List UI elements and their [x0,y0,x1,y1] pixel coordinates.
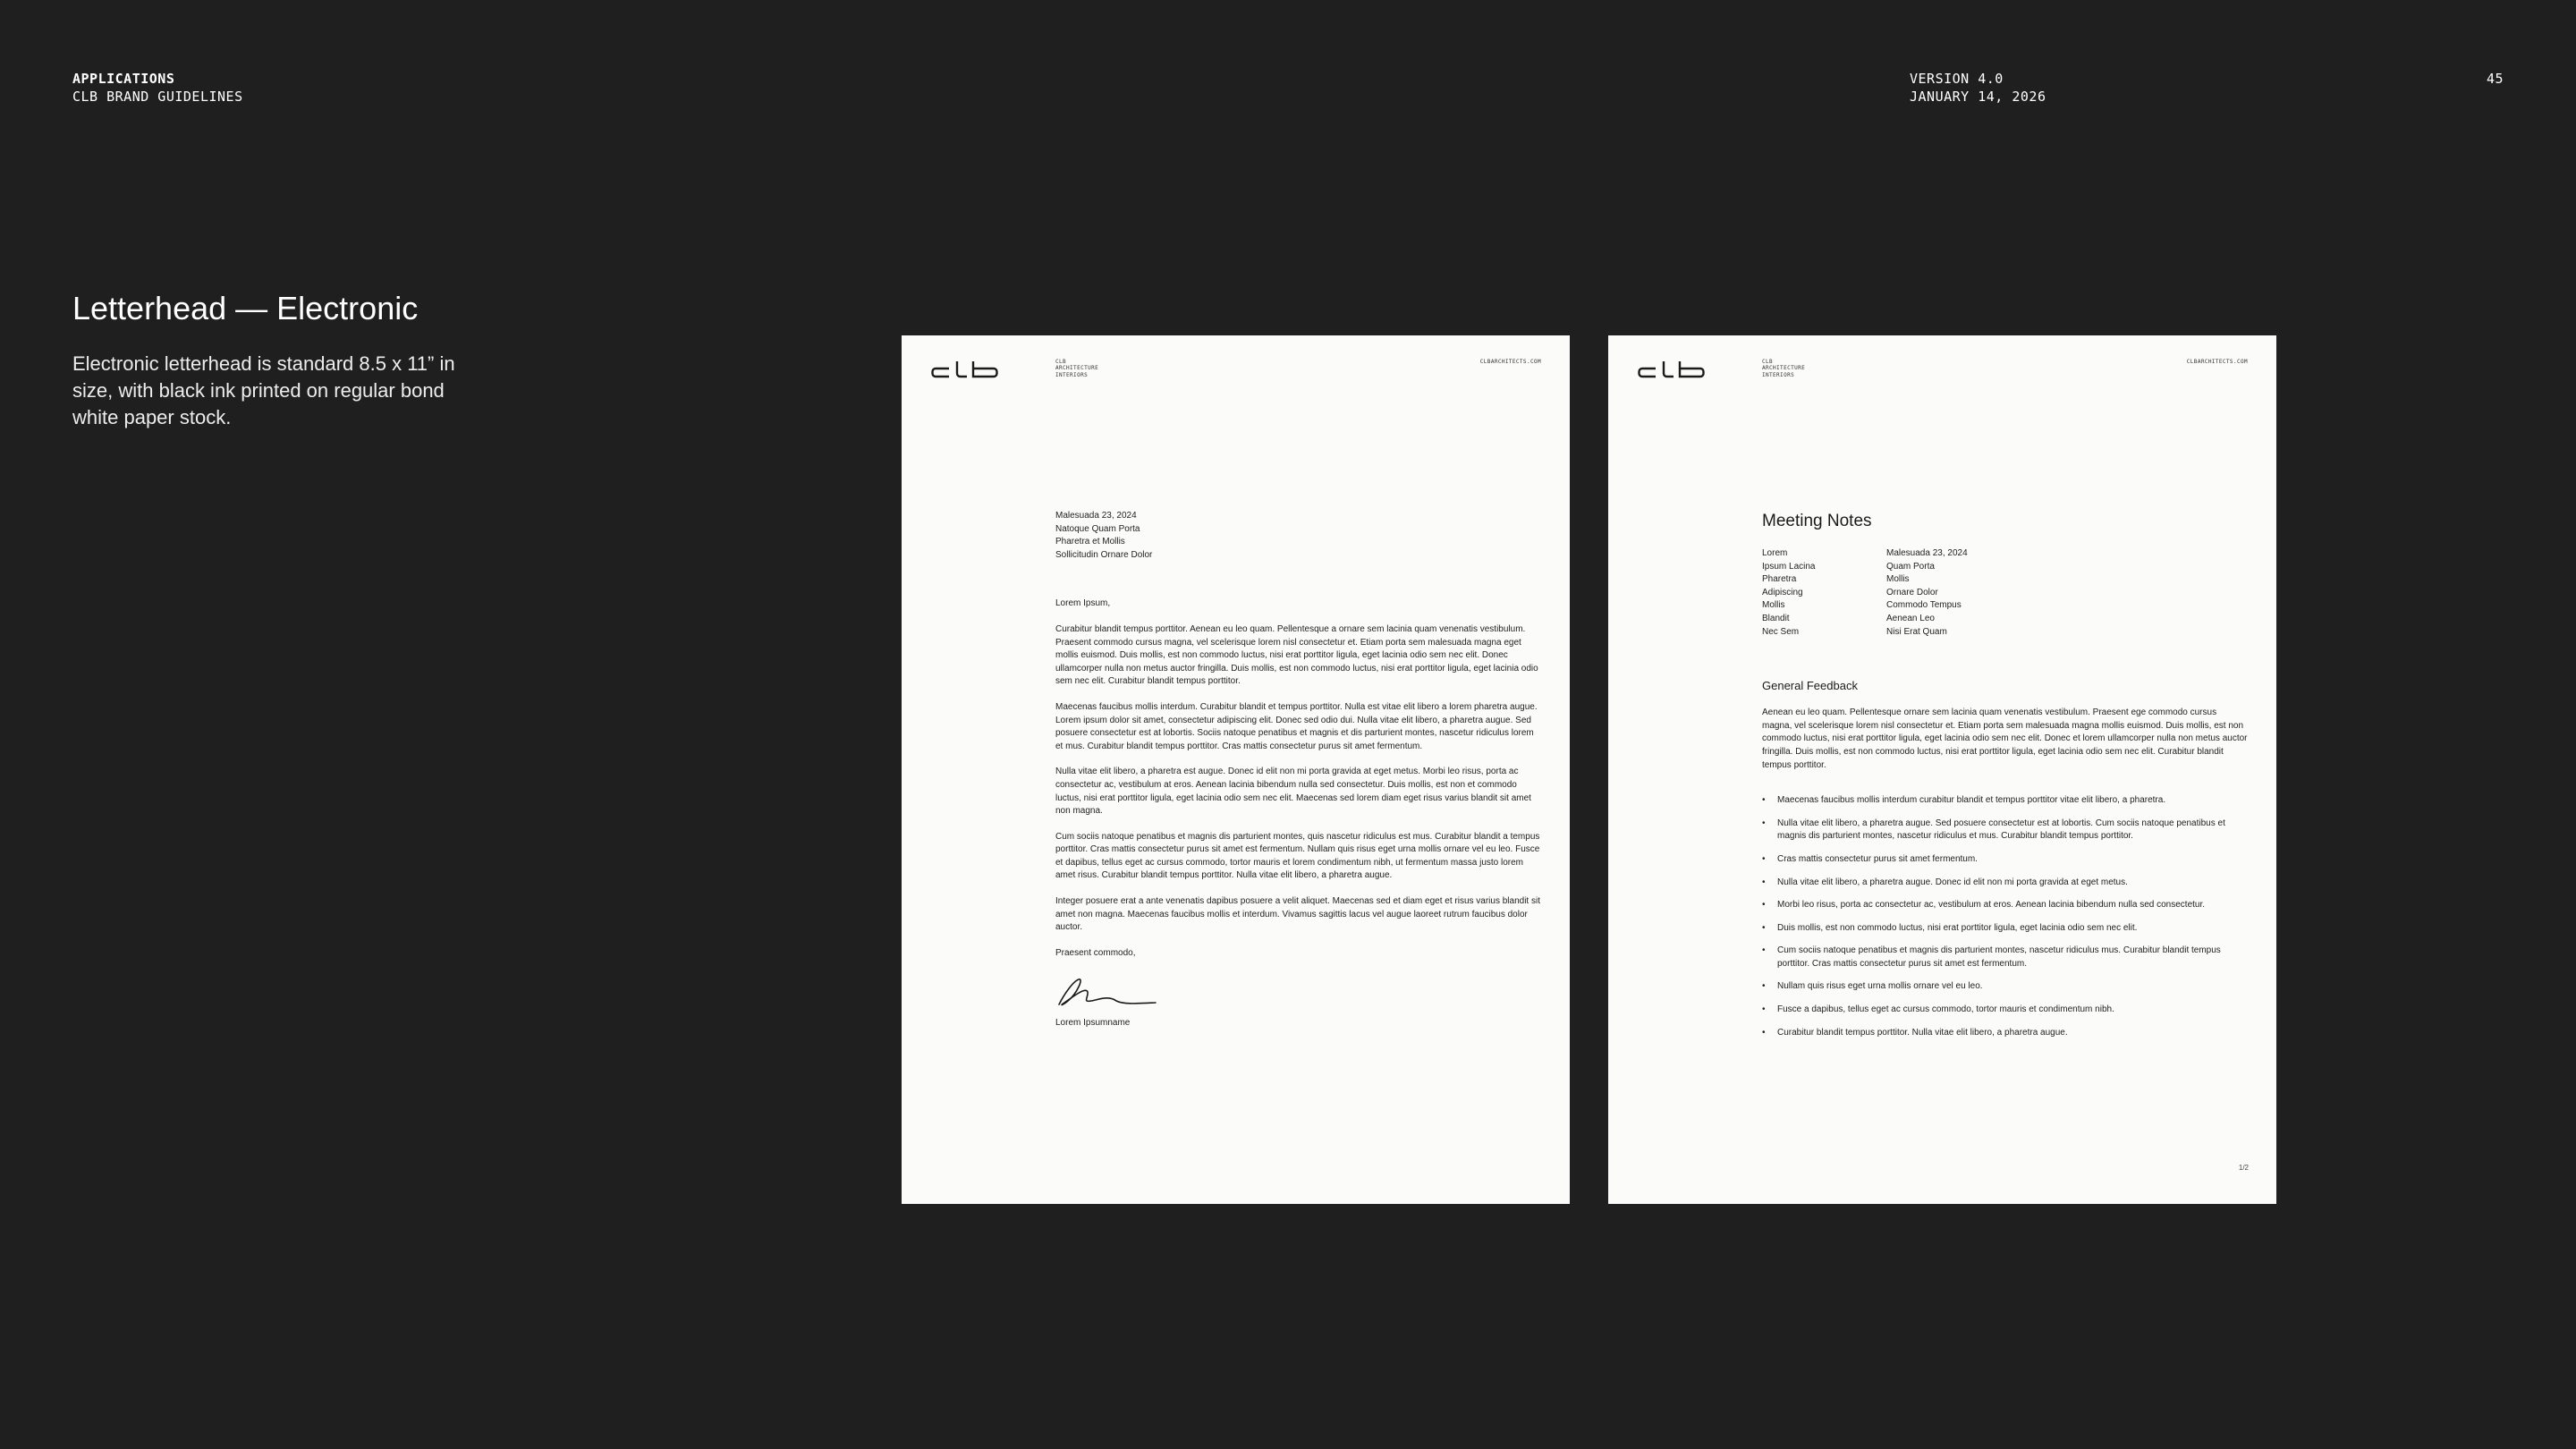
clb-logo [931,360,999,382]
header-page-number: 45 [2487,71,2504,87]
list-item: • Nulla vitae elit libero, a pharetra augue. Donec id elit non mi porta gravida at eget metus. [1762,877,2249,890]
header-version-label: VERSION 4.0 [1910,71,2004,87]
list-item: • Cras mattis consectetur purus sit amet fermentum. [1762,853,2249,867]
meta-label: Pharetra [1762,574,1797,585]
letter-paragraph: Cum sociis natoque penatibus et magnis dis parturient montes, quis nascetur ridiculus est mus. Curabitur blandit a tempus porttitor. Cras mattis consectetur purus sit amet est fermentum. Nullam quis risus eget urna mollis ornare vel eu leo. Fusce et dapibus, tellus eget ac cursus commodo, tortor mauris et lorem condimentum nibh, ut fermentum massa justo lorem amet risus. Curabitur blandit tempus porttitor. Nulla vitae elit libero, a pharetra augue. [1055,831,1540,881]
section-title: Letterhead — Electronic [72,290,419,326]
meta-label: Mollis [1762,600,1785,611]
letter-paragraph: Maecenas faucibus mollis interdum. Curabitur blandit et tempus porttitor. Nulla est vitae elit libero a lorem pharetra augue. Lorem ipsum dolor sit amet, consectetur adipiscing elit. Donec sed odio dui. Nulla vitae elit libero, a pharetra augue. Sed posuere consectetur est at lobortis. Sociis natoque penatibus et magnis et dis parturient montes, nascetur ridiculus lorem et mus. Curabitur blandit tempus porttitor. Cras mattis consectetur purus sit amet fermentum. [1055,701,1538,751]
meta-value: Ornare Dolor [1886,587,1938,597]
meta-label: Lorem [1762,548,1788,558]
address-line: INTERIORS [1762,371,1795,378]
meta-value: Aenean Leo [1886,613,1935,623]
letter-salutation: Lorem Ipsum, [1055,598,1111,609]
letterhead-website: CLBARCHITECTS.COM [1479,359,1541,365]
list-item: • Fusce a dapibus, tellus eget ac cursus commodo, tortor mauris et condimentum nibh. [1762,1004,2249,1017]
header-date-label: JANUARY 14, 2026 [1910,89,2046,105]
meta-label: Blandit [1762,613,1790,623]
list-item: • Duis mollis, est non commodo luctus, nisi erat porttitor ligula, eget lacinia odio sem nec elit. [1762,922,2249,936]
notes-body [1762,510,2249,1049]
letter-body [1055,510,1542,1030]
meta-value: Nisi Erat Quam [1886,626,1947,637]
recipient-line: Sollicitudin Ornare Dolor [1055,549,1153,560]
letterhead-website: CLBARCHITECTS.COM [2186,359,2248,365]
address-line: ARCHITECTURE [1055,365,1099,372]
meta-value: Quam Porta [1886,561,1935,572]
letterhead-address [1762,359,1805,378]
address-line: CLB [1055,359,1067,365]
list-item: • Nullam quis risus eget urna mollis ornare vel eu leo. [1762,980,2249,994]
header-section-block [72,70,243,106]
meta-value: Malesuada 23, 2024 [1886,548,1968,558]
meta-label: Adipiscing [1762,587,1803,597]
letterhead-address [1055,359,1098,378]
meta-value: Mollis [1886,574,1910,585]
header-version-block [1910,70,2046,106]
address-line: ARCHITECTURE [1762,365,1806,372]
recipient-address [1055,510,1542,562]
feedback-paragraph: Aenean eu leo quam. Pellentesque ornare sem lacinia quam venenatis vestibulum. Praesent ege commodo cursus magna, vel scelerisque lorem nisl consectetur et. Etiam porta sem malesuada magna mollis euismod. Duis mollis, est non commodo luctus, nisi erat porttitor ligula, eget lacinia odio sem nec elit. Donec et lorem ullamcorper nulla non metus auctor fringilla. Duis mollis, est non commodo luctus, nisi erat porttitor ligula, eget lacinia odio sem nec elit. Curabitur blandit tempus porttitor. [1762,708,2248,770]
list-item: • Maecenas faucibus mollis interdum curabitur blandit et tempus porttitor vitae elit libero, a pharetra. [1762,794,2249,808]
clb-logo [1638,360,1706,382]
signature-icon [1055,974,1163,1013]
recipient-line: Pharetra et Mollis [1055,537,1125,547]
header-section-label: APPLICATIONS [72,71,175,87]
list-item: • Cum sociis natoque penatibus et magnis dis parturient montes, nascetur ridiculus mus. Curabitur blandit tempus porttitor. Cras mattis consectetur purus sit amet est fermentum. [1762,945,2249,970]
letterhead-sheet [902,335,1570,1204]
letter-paragraph: Curabitur blandit tempus porttitor. Aenean eu leo quam. Pellentesque a ornare sem lacinia quam venenatis vestibulum. Praesent commodo cursus magna, vel scelerisque lorem nisl consectetur et. Etiam porta sem malesuada magna eget mollis euismod. Duis mollis, est non commodo luctus, nisi erat porttitor ligula, eget lacinia odio sem nec elit. Donec ullamcorper nulla non metus auctor fringilla. Duis mollis, est non commodo luctus, nisi erat porttitor ligula, eget lacinia odio sem nec elit. Curabitur blandit tempus porttitor. [1055,623,1538,687]
header-doc-label: CLB BRAND GUIDELINES [72,89,243,105]
section-description: Electronic letterhead is standard 8.5 x 11” in size, with black ink printed on regular bond white paper stock. [72,352,455,428]
notes-page-number: 1/2 [2238,1164,2249,1172]
list-item: • Nulla vitae elit libero, a pharetra augue. Sed posuere consectetur est at lobortis. Cum sociis natoque penatibus et magnis dis parturient montes, nascetur ridiculus et mus. Curabitur blandit tempus porttitor. [1762,818,2249,843]
letter-paragraph: Integer posuere erat a ante venenatis dapibus posuere a velit aliquet. Maecenas sed et diam eget et risus varius blandit sit amet non magna. Maecenas faucibus mollis et interdum. Vivamus sagittis lacus vel augue laoreet rutrum faucibus dolor auctor. [1055,896,1540,933]
notes-meta-table [1762,547,2249,639]
clb-logo-mark [931,360,999,382]
meta-label: Ipsum Lacina [1762,561,1816,572]
signature-image [1055,974,1163,1013]
address-line: INTERIORS [1055,371,1089,378]
meeting-notes-sheet [1608,335,2276,1204]
meta-label: Nec Sem [1762,626,1800,637]
meta-value: Commodo Tempus [1886,600,1962,611]
letter-paragraph: Nulla vitae elit libero, a pharetra est augue. Donec id elit non mi porta gravida at eget metus. Morbi leo risus, porta ac consectetur ac, vestibulum at eros. Aenean lacinia bibendum nulla sed consectetur. Duis mollis, est non et commodo luctus, nisi erat porttitor ligula, eget lacinia odio sem nec elit. Maecenas sed lorem diam eget risus varius blandit sit amet non magna. [1055,767,1531,817]
feedback-heading: General Feedback [1762,679,1858,693]
letter-signer: Lorem Ipsumname [1055,1018,1131,1029]
list-item: • Curabitur blandit tempus porttitor. Nulla vitae elit libero, a pharetra augue. [1762,1027,2249,1040]
letter-closing: Praesent commodo, [1055,947,1136,958]
address-line: CLB [1762,359,1774,365]
notes-title: Meeting Notes [1762,512,1872,530]
recipient-line: Malesuada 23, 2024 [1055,511,1137,521]
feedback-bullet-list [1762,794,2249,1039]
clb-logo-mark [1638,360,1706,382]
recipient-line: Natoque Quam Porta [1055,523,1140,534]
list-item: • Morbi leo risus, porta ac consectetur ac, vestibulum at eros. Aenean lacinia bibendum nulla sed consectetur. [1762,899,2249,912]
